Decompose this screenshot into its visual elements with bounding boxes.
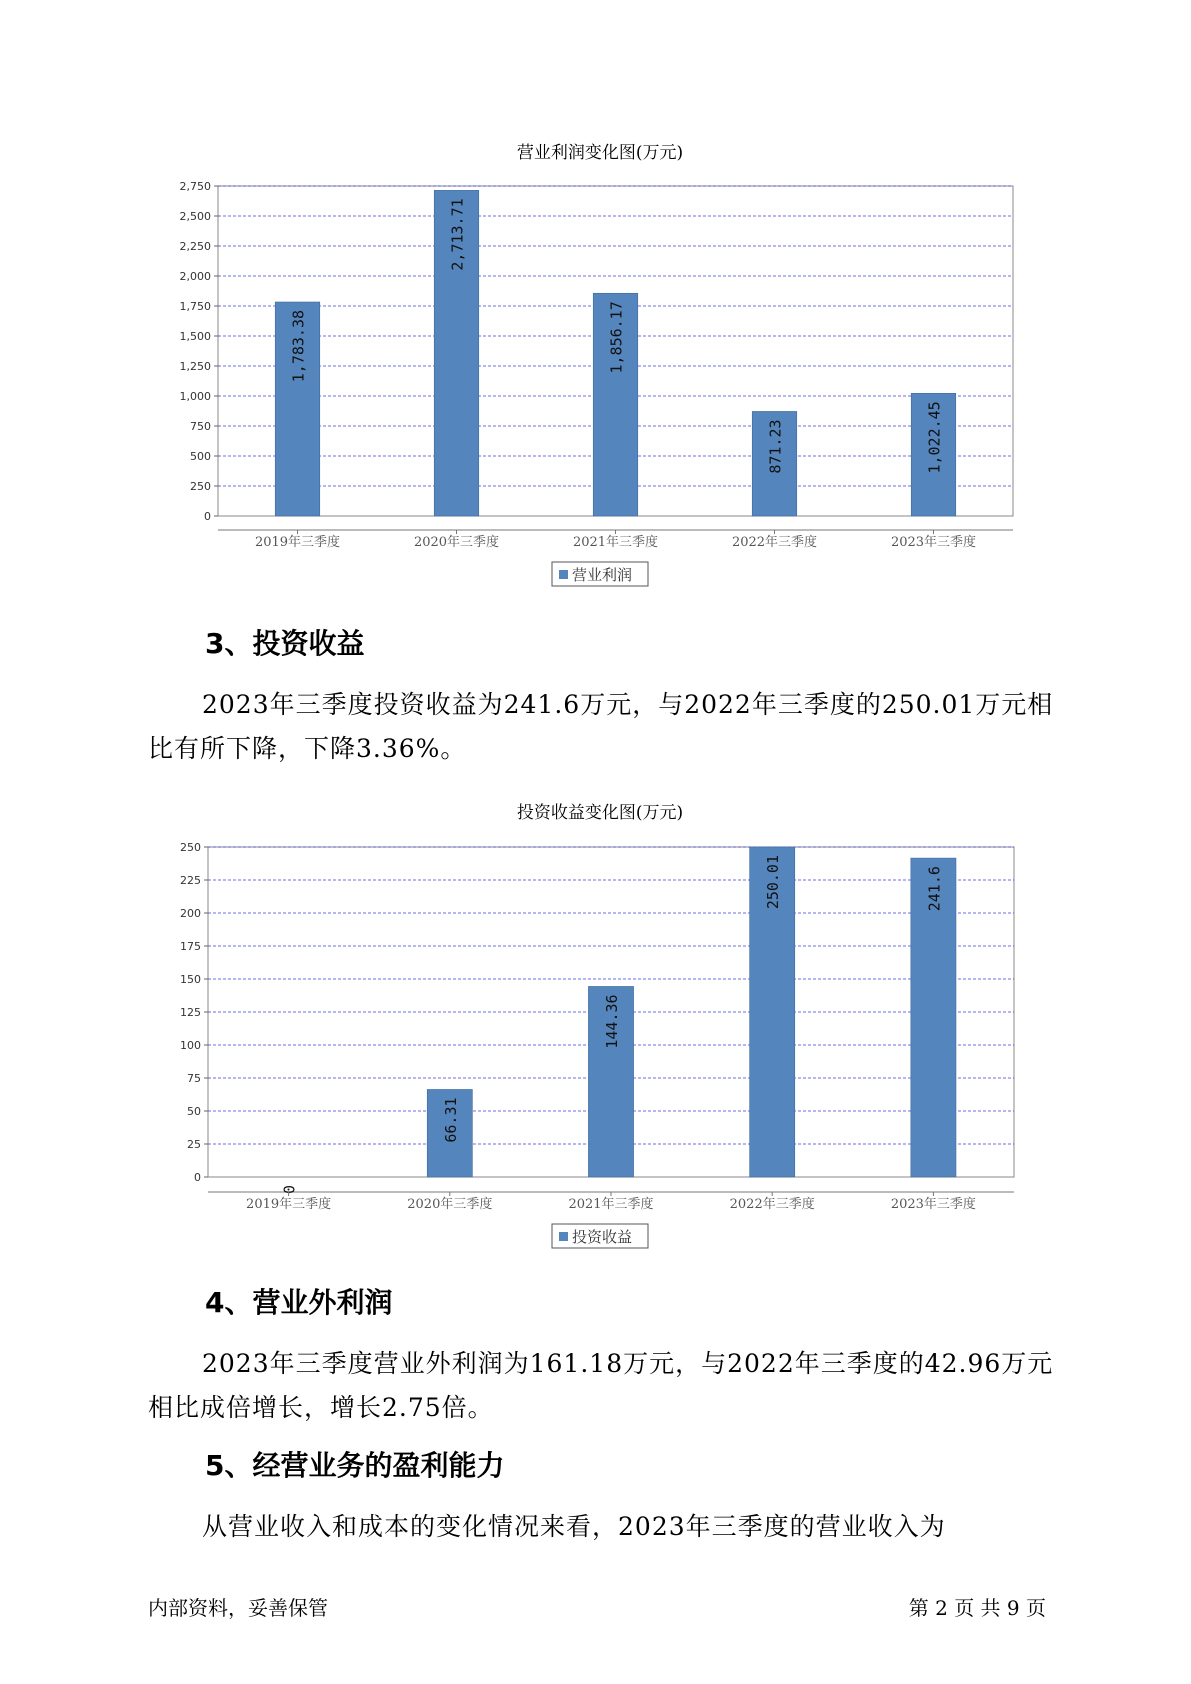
y-tick-label: 50 bbox=[187, 1105, 201, 1118]
x-tick-label: 2021年三季度 bbox=[568, 1197, 654, 1212]
y-tick-label: 225 bbox=[180, 874, 201, 887]
y-tick-label: 175 bbox=[180, 940, 201, 953]
y-tick-label: 1,250 bbox=[179, 360, 211, 373]
x-tick-label: 2022年三季度 bbox=[729, 1197, 815, 1212]
bar-value-label: 241.6 bbox=[925, 866, 944, 912]
legend-label: 营业利润 bbox=[572, 566, 633, 584]
y-tick-label: 100 bbox=[180, 1039, 201, 1052]
x-tick-label: 2020年三季度 bbox=[413, 535, 500, 550]
y-tick-label: 0 bbox=[204, 510, 211, 523]
x-tick-label: 2019年三季度 bbox=[246, 1197, 332, 1212]
section-heading-non-operating-profit: 4、营业外利润 bbox=[205, 1286, 393, 1319]
y-tick-label: 250 bbox=[190, 480, 211, 493]
legend-label: 投资收益 bbox=[572, 1228, 633, 1246]
y-tick-label: 1,750 bbox=[179, 300, 211, 313]
paragraph-investment-income: 2023年三季度投资收益为241.6万元，与2022年三季度的250.01万元相比有所下降，下降3.36%。 bbox=[148, 690, 1054, 763]
y-tick-label: 2,750 bbox=[179, 180, 211, 193]
bar-value-label: 2,713.71 bbox=[448, 198, 467, 271]
bar-value-label: 66.31 bbox=[441, 1097, 460, 1143]
x-tick-label: 2022年三季度 bbox=[731, 535, 818, 550]
y-tick-label: 125 bbox=[180, 1006, 201, 1019]
bar-value-label: 1,022.45 bbox=[925, 401, 944, 474]
y-tick-label: 75 bbox=[187, 1072, 201, 1085]
bar-value-label: 250.01 bbox=[764, 854, 783, 910]
y-tick-label: 2,000 bbox=[179, 270, 211, 283]
x-tick-label: 2023年三季度 bbox=[890, 535, 977, 550]
x-tick-label: 2019年三季度 bbox=[254, 535, 341, 550]
chart-title: 营业利润变化图(万元) bbox=[516, 143, 684, 163]
paragraph-non-operating-profit: 2023年三季度营业外利润为161.18万元，与2022年三季度的42.96万元相比成倍增长，增长2.75倍。 bbox=[148, 1349, 1054, 1422]
y-tick-label: 150 bbox=[180, 973, 201, 986]
y-tick-label: 250 bbox=[180, 841, 201, 854]
legend-swatch bbox=[559, 1232, 568, 1241]
footer-confidential-note: 内部资料，妥善保管 bbox=[148, 1596, 328, 1620]
bar-value-label: 1,783.38 bbox=[289, 309, 308, 383]
y-tick-label: 2,500 bbox=[179, 210, 211, 223]
bar-value-label: 0 bbox=[280, 1185, 299, 1195]
chart-title: 投资收益变化图(万元) bbox=[516, 803, 684, 823]
bar-value-label: 871.23 bbox=[766, 419, 785, 474]
x-tick-label: 2021年三季度 bbox=[572, 535, 659, 550]
y-tick-label: 500 bbox=[190, 450, 211, 463]
y-tick-label: 750 bbox=[190, 420, 211, 433]
section-heading-investment-income: 3、投资收益 bbox=[205, 627, 365, 660]
paragraph-profitability: 从营业收入和成本的变化情况来看，2023年三季度的营业收入为 bbox=[202, 1512, 946, 1541]
y-tick-label: 0 bbox=[194, 1171, 201, 1184]
section-heading-profitability: 5、经营业务的盈利能力 bbox=[205, 1449, 505, 1482]
y-tick-label: 25 bbox=[187, 1138, 201, 1151]
bar-value-label: 144.36 bbox=[603, 994, 621, 1049]
y-tick-label: 200 bbox=[180, 907, 201, 920]
x-tick-label: 2023年三季度 bbox=[890, 1197, 976, 1212]
y-tick-label: 1,500 bbox=[179, 330, 211, 343]
y-tick-label: 1,000 bbox=[179, 390, 211, 403]
x-tick-label: 2020年三季度 bbox=[407, 1197, 493, 1212]
footer-page-number: 第 2 页 共 9 页 bbox=[908, 1596, 1046, 1620]
y-tick-label: 2,250 bbox=[179, 240, 211, 253]
bar-value-label: 1,856.17 bbox=[607, 301, 626, 374]
